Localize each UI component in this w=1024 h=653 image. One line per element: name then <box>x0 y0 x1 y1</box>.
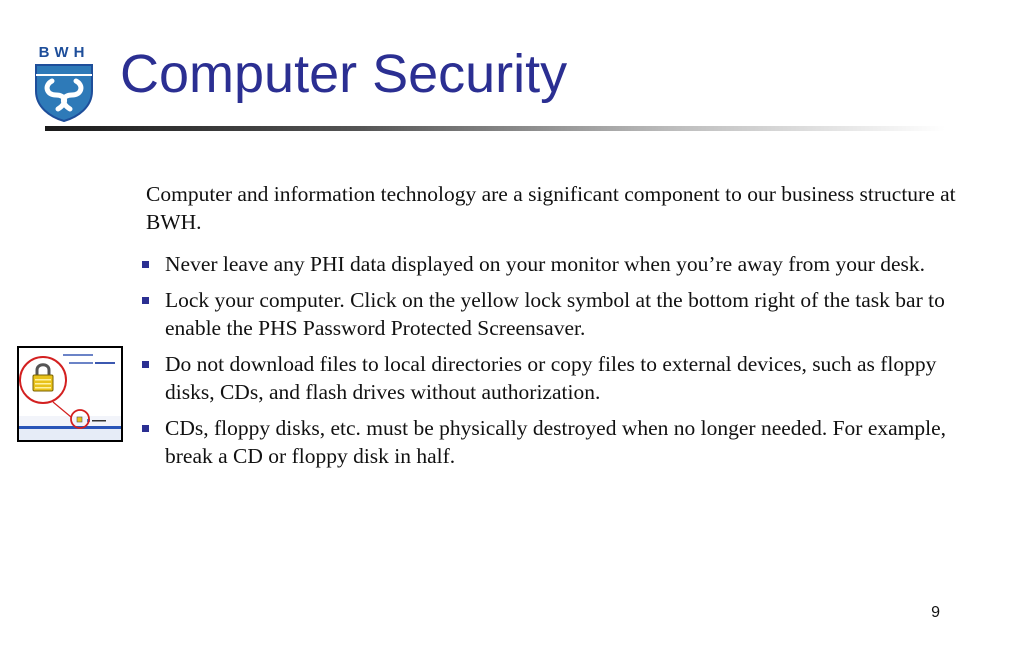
lock-screenshot-thumbnail <box>17 346 123 442</box>
intro-paragraph: Computer and information technology are a significant component to our business structure at BWH. <box>146 182 956 234</box>
bullet-text: Do not download files to local directories or copy files to external devices, such as floppy disks, CDs, and flash drives without authorization. <box>165 352 937 404</box>
bullet-item <box>140 250 960 278</box>
shield-icon <box>32 61 96 123</box>
page-number: 9 <box>931 604 940 621</box>
bullet-item <box>140 350 960 406</box>
bullet-text: CDs, floppy disks, etc. must be physically destroyed when no longer needed. For example, break a CD or floppy disk in half. <box>165 416 947 468</box>
page-title: Computer Security <box>120 44 568 104</box>
bullet-item <box>140 286 960 342</box>
bullet-list <box>140 250 960 478</box>
thumbnail-illustration <box>19 348 121 440</box>
title-divider <box>45 126 945 131</box>
bullet-text: Lock your computer. Click on the yellow lock symbol at the bottom right of the task bar to enable the PHS Password Protected Screensaver. <box>165 288 945 340</box>
square-bullet-icon <box>142 297 149 304</box>
bullet-text: Never leave any PHI data displayed on your monitor when you’re away from your desk. <box>165 252 926 276</box>
square-bullet-icon <box>142 425 149 432</box>
logo-text: BWH <box>38 44 90 61</box>
bwh-logo <box>28 44 100 124</box>
square-bullet-icon <box>142 361 149 368</box>
square-bullet-icon <box>142 261 149 268</box>
bullet-item <box>140 414 960 470</box>
